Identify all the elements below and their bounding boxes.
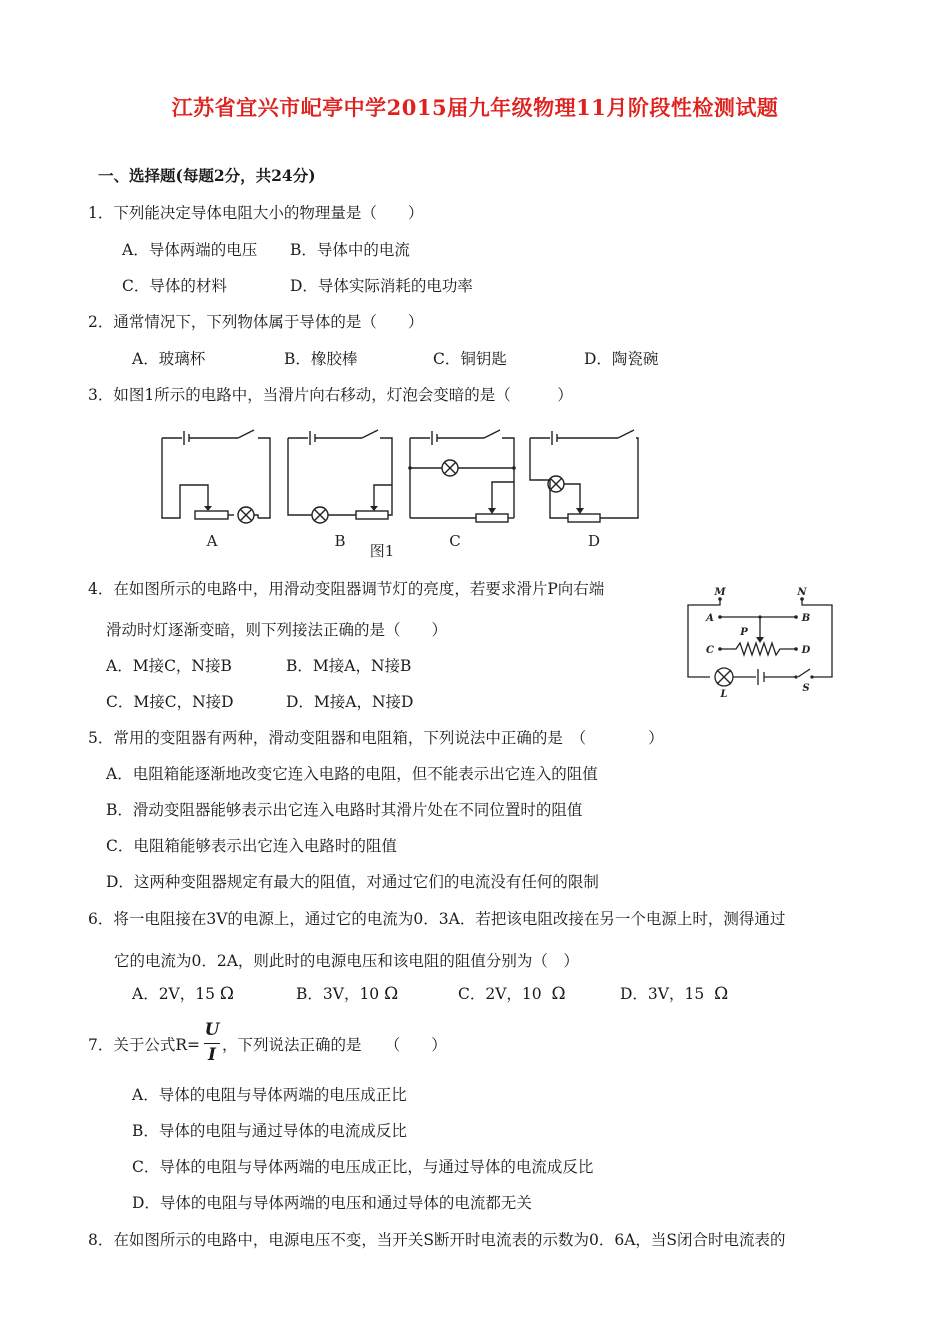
question-7-option-a: A．导体的电阻与导体两端的电压成正比 (132, 1086, 407, 1104)
circuit-c (410, 430, 514, 522)
question-4-option-d: D．M接A，N接D (286, 693, 414, 711)
figure-q4-label-c: C (706, 645, 714, 656)
figure-q4-label-a: A (706, 613, 714, 624)
question-4-option-c: C．M接C，N接D (106, 693, 234, 711)
exam-title: 江苏省宜兴市屺亭中学2015届九年级物理11月阶段性检测试题 (171, 95, 779, 120)
question-7-option-b: B．导体的电阻与通过导体的电流成反比 (132, 1122, 407, 1140)
figure-q4-label-p: P (740, 627, 748, 638)
question-2-option-b: B．橡胶棒 (284, 350, 358, 368)
figure-1-circuits (150, 420, 650, 565)
question-1-stem: 1．下列能决定导体电阻大小的物理量是（ ） (88, 204, 424, 222)
question-4-option-a: A．M接C，N接B (106, 657, 232, 675)
ohm-symbol: Ω (384, 984, 399, 1004)
question-3-stem: 3．如图1所示的电路中，当滑片向右移动，灯泡会变暗的是（ ） (88, 386, 573, 404)
question-1-option-b: B．导体中的电流 (290, 241, 410, 259)
question-7-option-c: C．导体的电阻与导体两端的电压成正比，与通过导体的电流成反比 (132, 1158, 594, 1176)
question-1-option-c: C．导体的材料 (122, 277, 227, 295)
question-5-option-a: A．电阻箱能逐渐地改变它连入电路的电阻，但不能表示出它连入的阻值 (106, 765, 598, 783)
question-6-option-d: D．3V，15 Ω (620, 984, 729, 1004)
ohm-symbol: Ω (714, 984, 729, 1004)
question-2-option-a: A．玻璃杯 (132, 350, 206, 368)
question-6-option-a: A．2V，15 Ω (132, 984, 235, 1004)
circuit-a (162, 430, 270, 523)
question-4-option-b: B．M接A，N接B (286, 657, 412, 675)
figure-q4-circuit (680, 585, 850, 700)
question-8-stem: 8．在如图所示的电路中，电源电压不变，当开关S断开时电流表的示数为0．6A，当S闭合时电流表的 (88, 1231, 786, 1249)
section-heading: 一、选择题(每题2分，共24分) (98, 166, 316, 185)
formula-numerator: U (204, 1020, 220, 1040)
question-1-option-a: A．导体两端的电压 (122, 241, 258, 259)
figure-q4-label-s: S (802, 683, 810, 694)
question-5-option-c: C．电阻箱能够表示出它连入电路时的阻值 (106, 837, 397, 855)
question-4-stem-cont: 滑动时灯逐渐变暗，则下列接法正确的是（ ） (106, 621, 448, 639)
figure-1-label-c: C (449, 532, 461, 550)
question-2-stem: 2．通常情况下，下列物体属于导体的是（ ） (88, 313, 424, 331)
figure-q4-label-m: M (714, 587, 726, 598)
question-5-stem: 5．常用的变阻器有两种，滑动变阻器和电阻箱，下列说法中正确的是 （ ） (88, 729, 664, 747)
question-6-option-c: C．2V，10 Ω (458, 984, 566, 1004)
question-6-stem-cont: 它的电流为0．2A，则此时的电源电压和该电阻的阻值分别为（ ） (114, 952, 579, 970)
figure-1-label-d: D (587, 532, 601, 550)
question-7-stem-pre: 7．关于公式R= (88, 1036, 201, 1054)
ohm-symbol: Ω (551, 984, 566, 1004)
figure-q4-label-l: L (720, 689, 728, 700)
question-5-option-b: B．滑动变阻器能够表示出它连入电路时其滑片处在不同位置时的阻值 (106, 801, 583, 819)
circuit-b (288, 430, 392, 523)
question-7-option-d: D．导体的电阻与导体两端的电压和通过导体的电流都无关 (132, 1194, 532, 1212)
figure-1-caption: 图1 (369, 542, 395, 560)
question-2-option-c: C．铜钥匙 (433, 350, 507, 368)
question-4-stem: 4．在如图所示的电路中，用滑动变阻器调节灯的亮度，若要求滑片P向右端 (88, 580, 605, 598)
question-6-option-b: B．3V，10 Ω (296, 984, 399, 1004)
figure-1-label-a: A (206, 532, 218, 550)
figure-q4-label-b: B (801, 613, 811, 624)
circuit-d (530, 430, 638, 522)
ohm-symbol: Ω (219, 984, 235, 1004)
question-6-stem: 6．将一电阻接在3V的电源上，通过它的电流为0．3A．若把该电阻改接在另一个电源上时，测得通过 (88, 910, 786, 928)
question-7-stem-post: ，下列说法正确的是 （ ） (222, 1036, 447, 1054)
figure-q4-label-n: N (797, 587, 807, 598)
figure-q4-label-d: D (801, 645, 811, 656)
question-5-option-d: D．这两种变阻器规定有最大的阻值，对通过它们的电流没有任何的限制 (106, 873, 599, 891)
formula-denominator: I (208, 1045, 216, 1065)
fraction-bar (204, 1043, 220, 1044)
question-2-option-d: D．陶瓷碗 (584, 350, 659, 368)
figure-1-label-b: B (334, 532, 346, 550)
question-1-option-d: D．导体实际消耗的电功率 (290, 277, 473, 295)
